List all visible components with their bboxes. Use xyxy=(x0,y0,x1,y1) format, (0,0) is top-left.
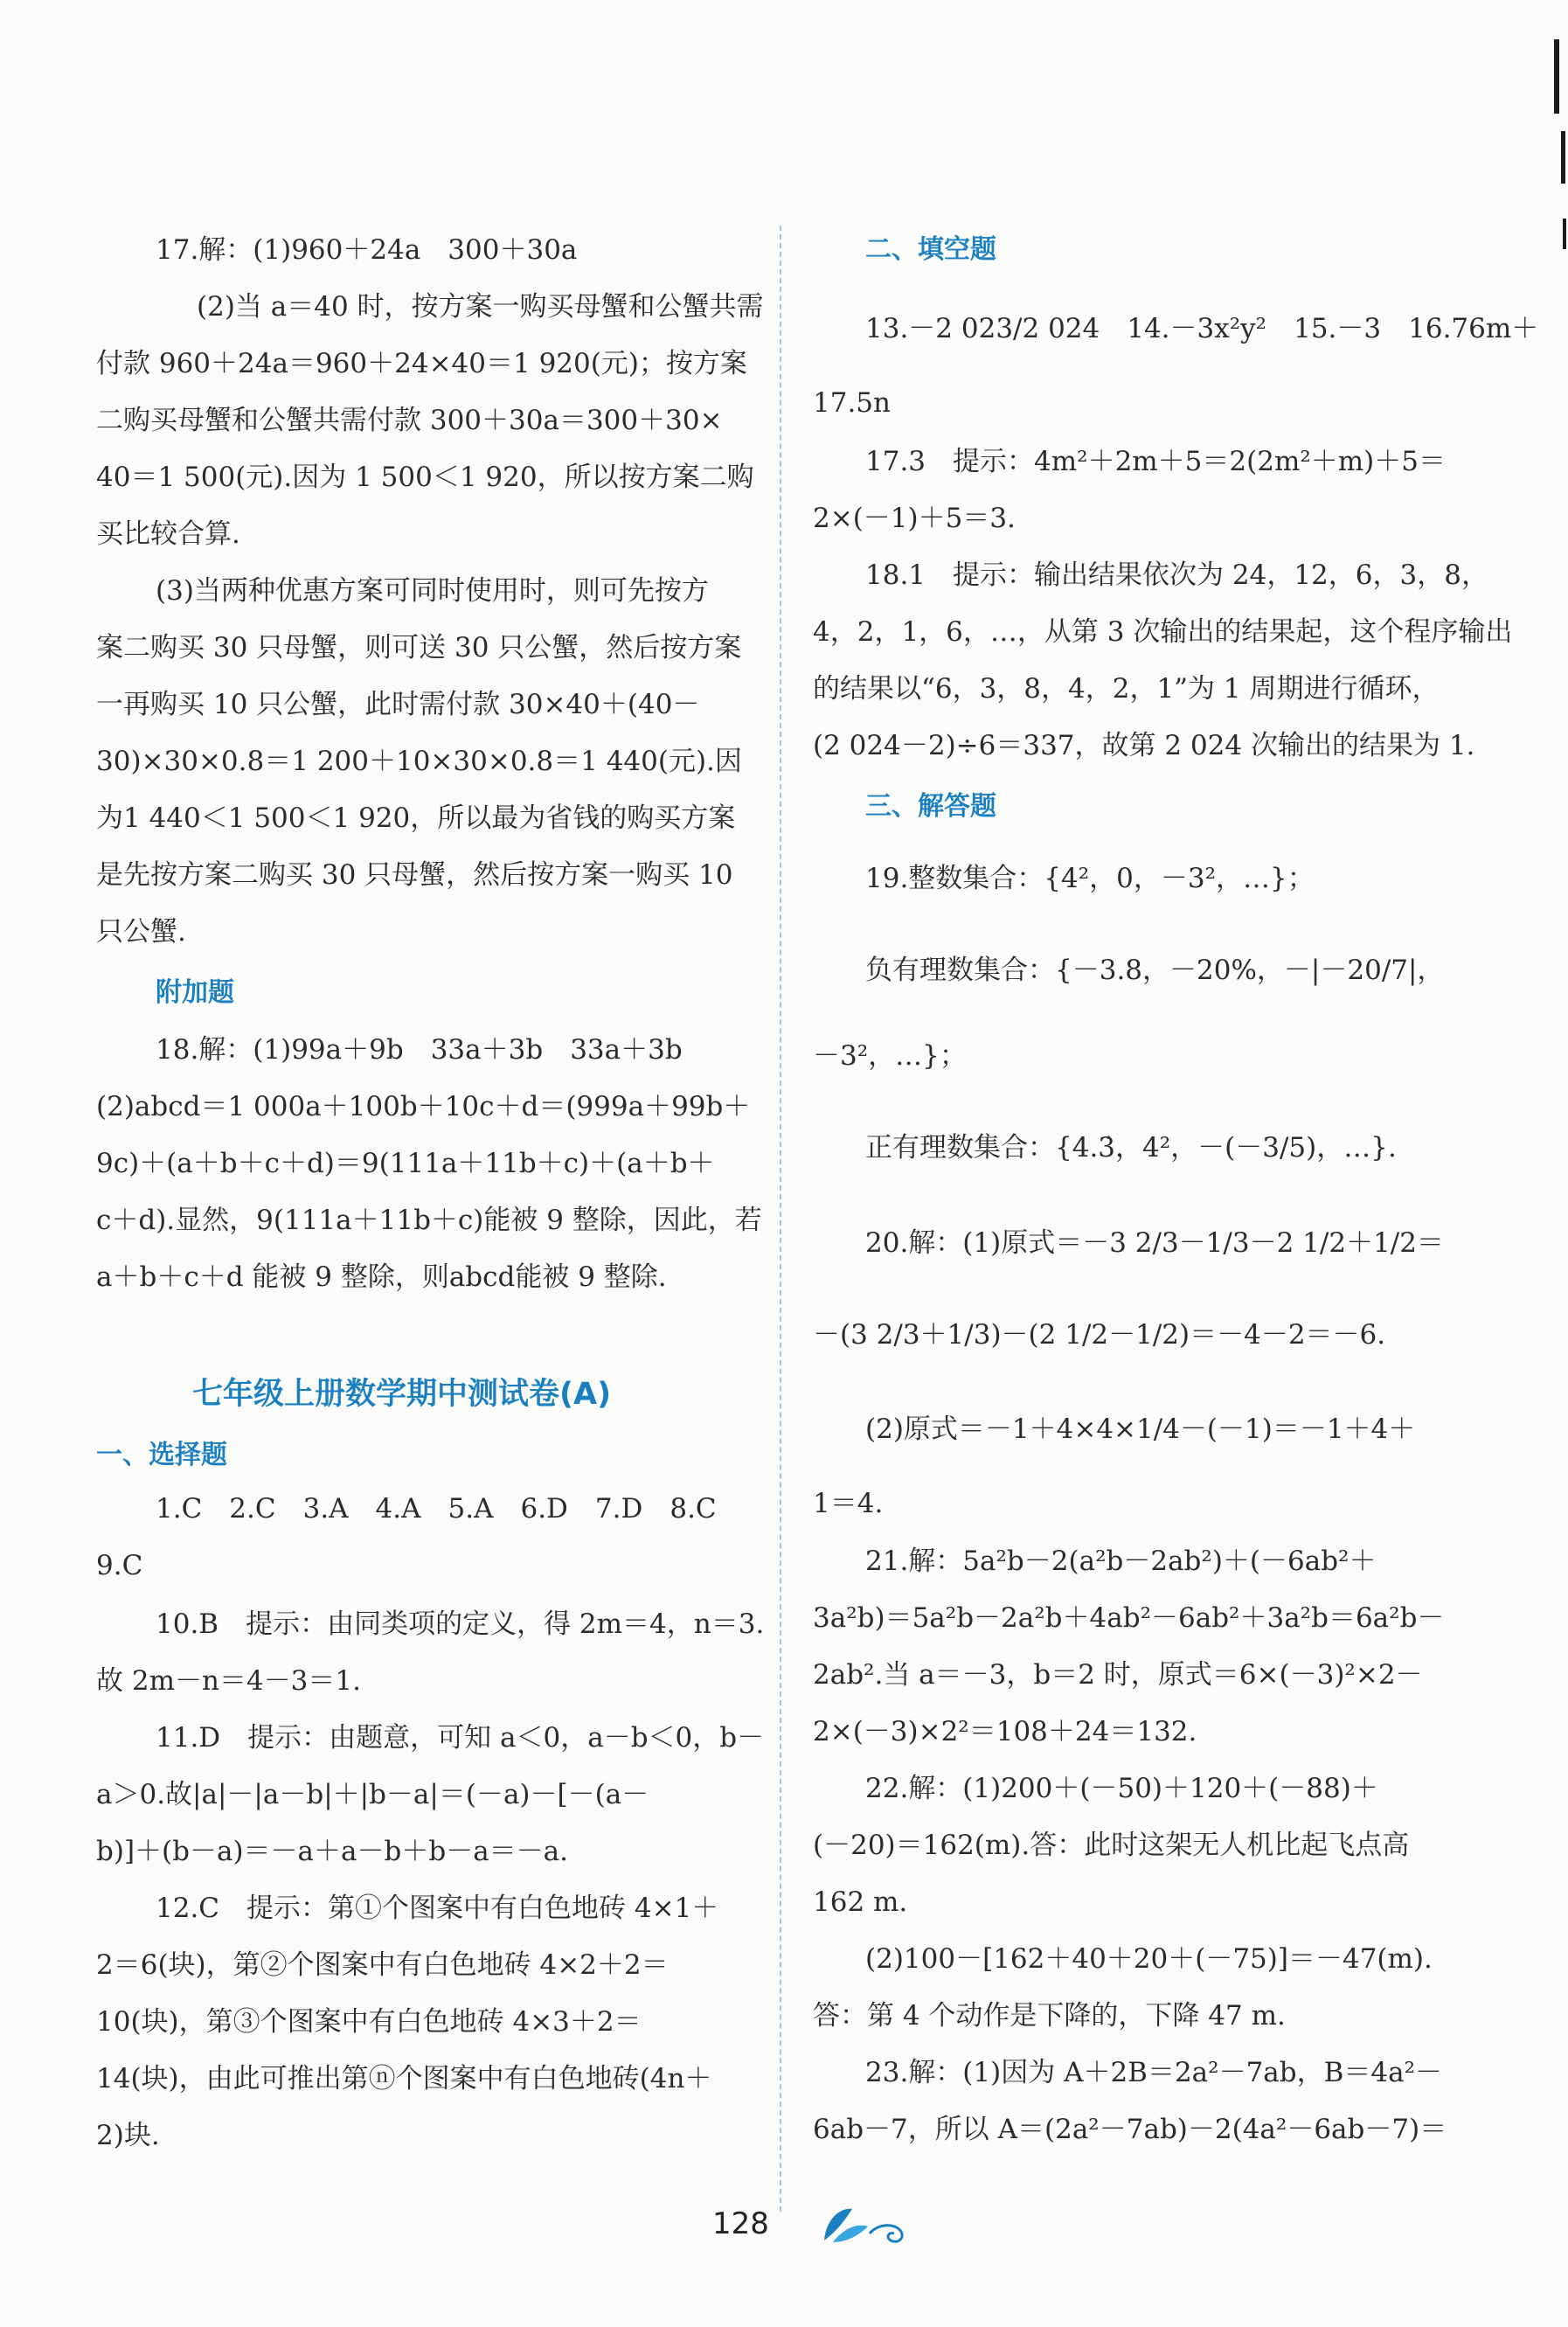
choice-answers-line-1: 1.C 2.C 3.A 4.A 5.A 6.D 7.D 8.C xyxy=(156,1493,717,1525)
q20-line-3: (2)原式＝－1＋4×4×1/4－(－1)＝－1＋4＋ xyxy=(865,1414,1416,1445)
leaf-logo-icon xyxy=(817,2198,931,2254)
q18-line-2: (2)abcd＝1 000a＋100b＋10c＋d＝(999a＋99b＋ xyxy=(96,1091,751,1122)
q23-line-2: 6ab－7，所以 A＝(2a²－7ab)－2(4a²－6ab－7)＝ xyxy=(813,2114,1447,2145)
q22-line-5: 答：第 4 个动作是下降的，下降 47 m. xyxy=(813,2000,1286,2032)
q17-line-2: (2)当 a＝40 时，按方案一购买母蟹和公蟹共需 xyxy=(197,291,764,323)
q12-line-4: 14(块)，由此可推出第ⓝ个图案中有白色地砖(4n＋ xyxy=(96,2063,712,2094)
column-divider xyxy=(780,226,781,2212)
q20-line-1: 20.解：(1)原式＝－3 2/3－1/3－2 1/2＋1/2＝ xyxy=(865,1227,1444,1259)
q20-line-4: 1＝4. xyxy=(813,1488,884,1519)
q18-line-4: c＋d).显然，9(111a＋11b＋c)能被 9 整除，因此，若 xyxy=(96,1205,762,1236)
q20-line-2: －(3 2/3＋1/3)－(2 1/2－1/2)＝－4－2＝－6. xyxy=(813,1319,1386,1351)
fill-answers-line-1: 13.－2 023/2 024 14.－3x²y² 15.－3 16.76m＋ xyxy=(865,313,1539,344)
edge-mark xyxy=(1561,131,1565,184)
q17-line-10: 30)×30×0.8＝1 200＋10×30×0.8＝1 440(元).因 xyxy=(96,746,742,777)
q23-line-1: 23.解：(1)因为 A＋2B＝2a²－7ab，B＝4a²－ xyxy=(865,2057,1443,2088)
fill-answers-line-2: 17.5n xyxy=(813,387,891,419)
exam-title: 七年级上册数学期中测试卷(A) xyxy=(192,1377,612,1412)
q17-line-4: 二购买母蟹和公蟹共需付款 300＋30a＝300＋30× xyxy=(96,405,723,436)
section1-heading: 一、选择题 xyxy=(96,1440,227,1470)
q22-line-3: 162 m. xyxy=(813,1886,908,1918)
q17-line-11: 为1 440＜1 500＜1 920，所以最为省钱的购买方案 xyxy=(96,802,736,834)
q17-line-6: 买比较合算. xyxy=(96,518,240,550)
section2-heading: 二、填空题 xyxy=(865,234,996,265)
q10-line-2: 故 2m－n＝4－3＝1. xyxy=(96,1665,361,1697)
q18-line-3: 9c)＋(a＋b＋c＋d)＝9(111a＋11b＋c)＋(a＋b＋ xyxy=(96,1148,715,1179)
q22-line-4: (2)100－[162＋40＋20＋(－75)]＝－47(m). xyxy=(865,1943,1433,1975)
q17-line-3: 付款 960＋24a＝960＋24×40＝1 920(元)；按方案 xyxy=(96,348,747,379)
q17-line-7: (3)当两种优惠方案可同时使用时，则可先按方 xyxy=(156,575,709,607)
q18-fill-line-2: 4，2，1，6，…，从第 3 次输出的结果起，这个程序输出 xyxy=(813,616,1513,648)
q11-line-3: b)]＋(b－a)＝－a＋a－b＋b－a＝－a. xyxy=(96,1836,569,1867)
q19-line-3: －3²，…}； xyxy=(813,1040,967,1072)
q19-line-1: 19.整数集合：{4²，0，－3²，…}； xyxy=(865,863,1315,894)
q11-line-1: 11.D 提示：由题意，可知 a＜0，a－b＜0，b－ xyxy=(156,1722,765,1754)
choice-answers-line-2: 9.C xyxy=(96,1550,143,1581)
bonus-heading: 附加题 xyxy=(156,977,234,1008)
q21-line-1: 21.解：5a²b－2(a²b－2ab²)＋(－6ab²＋ xyxy=(865,1546,1377,1577)
q12-line-2: 2＝6(块)，第②个图案中有白色地砖 4×2＋2＝ xyxy=(96,1949,669,1981)
section3-heading: 三、解答题 xyxy=(865,791,996,822)
q11-line-2: a＞0.故|a|－|a－b|＋|b－a|＝(－a)－[－(a－ xyxy=(96,1779,649,1810)
q17-line-9: 一再购买 10 只公蟹，此时需付款 30×40＋(40－ xyxy=(96,689,700,720)
q18-fill-line-3: 的结果以“6，3，8，4，2，1”为 1 周期进行循环， xyxy=(813,673,1440,705)
q21-line-4: 2×(－3)×2²＝108＋24＝132. xyxy=(813,1716,1197,1747)
q18-line-5: a＋b＋c＋d 能被 9 整除，则abcd能被 9 整除. xyxy=(96,1261,667,1293)
q17-fill-line-1: 17.3 提示：4m²＋2m＋5＝2(2m²＋m)＋5＝ xyxy=(865,446,1446,477)
edge-mark xyxy=(1563,219,1566,249)
q18-line-1: 18.解：(1)99a＋9b 33a＋3b 33a＋3b xyxy=(156,1034,683,1066)
q12-line-5: 2)块. xyxy=(96,2120,160,2151)
q17-fill-line-2: 2×(－1)＋5＝3. xyxy=(813,503,1016,534)
q22-line-2: (－20)＝162(m).答：此时这架无人机比起飞点高 xyxy=(813,1830,1410,1861)
q17-line-1: 17.解：(1)960＋24a 300＋30a xyxy=(156,234,578,266)
q19-line-2: 负有理数集合：{－3.8，－20%，－|－20/7|， xyxy=(865,955,1445,986)
q17-line-13: 只公蟹. xyxy=(96,916,186,948)
q21-line-2: 3a²b)＝5a²b－2a²b＋4ab²－6ab²＋3a²b＝6a²b－ xyxy=(813,1602,1445,1634)
edge-mark xyxy=(1554,39,1559,114)
q19-line-4: 正有理数集合：{4.3̇，4²，－(－3/5)，…}. xyxy=(865,1132,1397,1164)
page-number: 128 xyxy=(712,2206,769,2241)
q12-line-3: 10(块)，第③个图案中有白色地砖 4×3＋2＝ xyxy=(96,2006,642,2038)
q17-line-8: 案二购买 30 只母蟹，则可送 30 只公蟹，然后按方案 xyxy=(96,632,742,663)
q18-fill-line-1: 18.1 提示：输出结果依次为 24，12，6，3，8， xyxy=(865,559,1488,591)
q10-line-1: 10.B 提示：由同类项的定义，得 2m＝4，n＝3. xyxy=(156,1608,765,1640)
q18-fill-line-4: (2 024－2)÷6＝337，故第 2 024 次输出的结果为 1. xyxy=(813,730,1475,761)
q12-line-1: 12.C 提示：第①个图案中有白色地砖 4×1＋ xyxy=(156,1893,719,1924)
q21-line-3: 2ab².当 a＝－3，b＝2 时，原式＝6×(－3)²×2－ xyxy=(813,1659,1423,1691)
q17-line-5: 40＝1 500(元).因为 1 500＜1 920，所以按方案二购 xyxy=(96,462,754,493)
q17-line-12: 是先按方案二购买 30 只母蟹，然后按方案一购买 10 xyxy=(96,859,733,891)
q22-line-1: 22.解：(1)200＋(－50)＋120＋(－88)＋ xyxy=(865,1773,1378,1804)
